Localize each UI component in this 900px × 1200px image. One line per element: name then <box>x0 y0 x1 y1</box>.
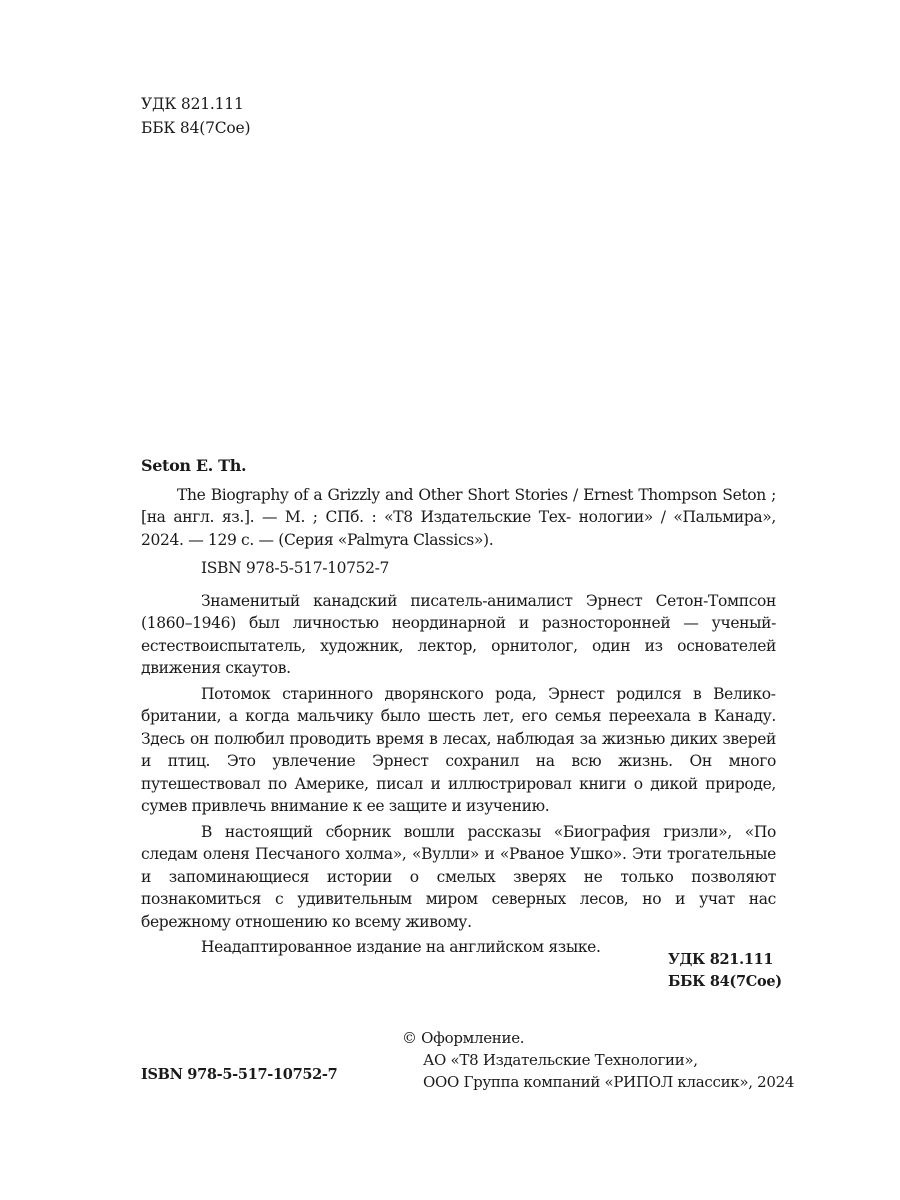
copyright-notice <box>402 1027 794 1093</box>
author-heading: Seton E. Th. <box>141 456 247 475</box>
annotation <box>141 590 776 959</box>
biblio-line: The Biography of a Grizzly and Other Short Stories / Ernest <box>177 485 634 504</box>
copyright-line: ООО Группа компаний «РИПОЛ классик», 2024 <box>423 1073 795 1091</box>
annotation-paragraph: Знаменитый канадский писатель-анималист Эрнест Сетон-Томпсон (1860–1946) был личностью неординарной и разносторонней — ученый-естествоиспытатель, художник, лектор, орнитолог, один из основателей движения скаутов. <box>141 591 776 677</box>
isbn-bottom: ISBN 978-5-517-10752-7 <box>141 1066 338 1083</box>
annotation-paragraph: В настоящий сборник вошли рассказы «Биография гризли», «По следам оленя Песчаного холма», «Вулли» и «Рваное Ушко». Эти трогательные и запоминающиеся истории о смелых зверях не только позволяют познакомиться с удивительным миром северных лесов, но и учат нас бережному отношению ко всему живому. <box>141 822 776 931</box>
catalog-record <box>141 455 776 959</box>
udk-code: УДК 821.111 <box>141 95 244 113</box>
bbk-code: ББК 84(7Сое) <box>668 973 782 990</box>
copyright-line: © Оформление. <box>402 1029 525 1047</box>
isbn-line: ISBN 978-5-517-10752-7 <box>201 559 390 577</box>
biblio-line: нологии» / «Пальмира», 2024. — 129 с. — (Серия «Palmyra Classics»). <box>141 508 776 549</box>
copyright-line: АО «Т8 Издательские Технологии», <box>423 1051 698 1069</box>
bbk-code: ББК 84(7Сое) <box>141 119 251 137</box>
bibliographic-description <box>141 484 776 552</box>
classification-codes-right <box>668 949 782 993</box>
udk-code: УДК 821.111 <box>668 951 774 968</box>
biblio-line: Thompson Seton ; [на англ. яз.]. — М. ; СПб. : «Т8 Издательские Тех- <box>141 485 777 526</box>
annotation-paragraph: Потомок старинного дворянского рода, Эрнест родился в Великобритании, а когда мальчику было шесть лет, его семья переехала в Канаду. Здесь он полюбил проводить время в лесах, наблюдая за жизнью диких зверей и птиц. Это увлечение Эрнест сохранил на всю жизнь. Он много путешествовал по Америке, писал и иллюстрировал книги о дикой природе, сумев привлечь внимание к ее защите и изучению. <box>141 684 776 815</box>
classification-codes-top <box>141 92 250 140</box>
annotation-paragraph: Неадаптированное издание на английском языке. <box>201 938 601 956</box>
